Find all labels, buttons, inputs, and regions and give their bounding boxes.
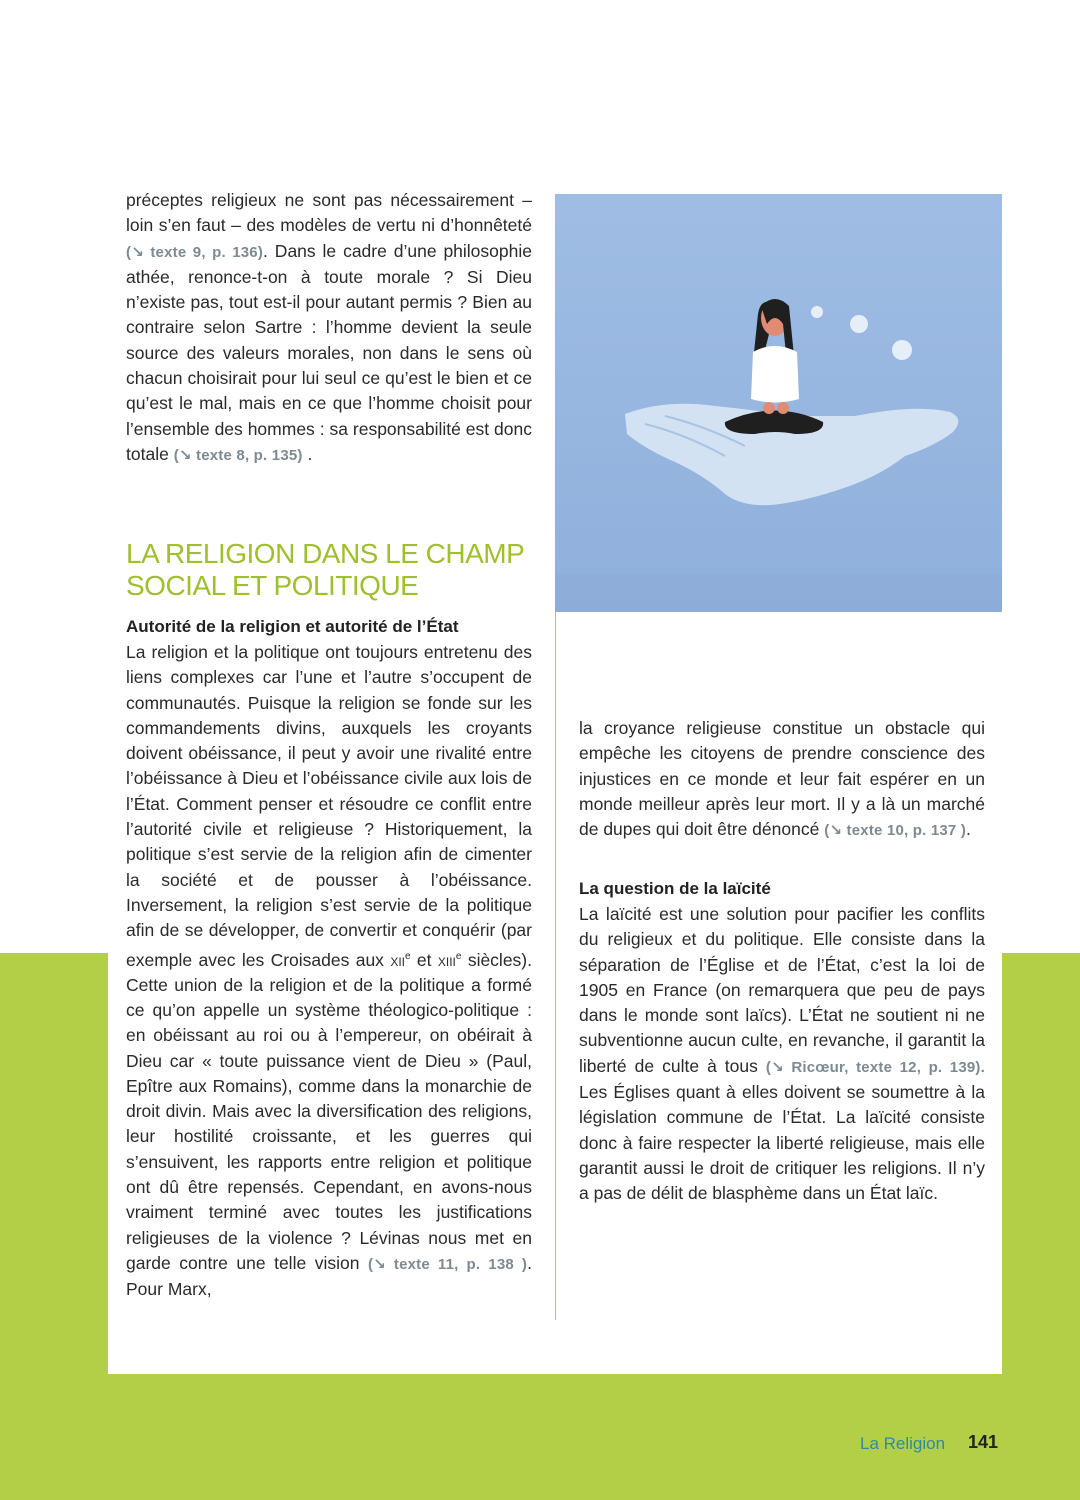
- section-title: LA RELIGION DANS LE CHAMP SOCIAL ET POLITIQUE: [126, 538, 525, 601]
- subheading-laicite: La question de la laïcité: [579, 879, 771, 898]
- page-number: 141: [968, 1432, 999, 1452]
- cross-reference-link[interactable]: (↘ texte 11, p. 138 ): [367, 1255, 528, 1273]
- laicite-paragraph: La laïcité est une solution pour pacifier les conflits du religieux et du politique. Elle consiste dans la séparation de l’Église et de l’État, c’est la loi de 1905 en France (on remarquera que peu de pays dans le monde sont laïcs). L’État ne soutient ni ne subventionne aucun culte, en revanche, il garantit la liberté de culte à tous (↘ Ricœur, texte 12, p. 139). Les Églises quant à elles doivent se soumettre à la législation commune de l’État. La laïcité consiste donc à faire respecter la liberté religieuse, mais elle garantit aussi le droit de critiquer les religions. Il n’y a pas de délit de blasphème dans un État laïc.: [579, 904, 985, 1204]
- intro-paragraph: préceptes religieux ne sont pas nécessairement – loin s’en faut – des modèles de vertu ni d’honnêteté (↘ texte 9, p. 136). Dans le cadre d’une philosophie athée, renonce-t-on à toute morale ? Si Dieu n’existe pas, tout est-il pour autant permis ? Bien au contraire selon Sartre : l’homme devient la seule source des valeurs morales, non dans le sens où chacun choisirait pour lui seul ce qu’est le bien et ce qu’est le mal, mais en ce que l’homme choisit pour l’ensemble des hommes : sa responsabilité est donc totale (↘ texte 8, p. 135) .: [126, 190, 532, 464]
- left-column-body: La religion et la politique ont toujours entretenu des liens complexes car l’une et l’autre s’occupent de communautés. Puisque la religion se fonde sur les commandements divins, auxquels les croyants doivent obéissance, il peut y avoir une rivalité entre l’obéissance à Dieu et l’obéissance civile aux lois de l’État. Comment penser et résoudre ce conflit entre l’autorité civile et religieuse ? Historiquement, la politique s’est servie de la religion afin de cimenter la société et de pousser à l’obéissance. Inversement, la religion s’est servie de la politique afin de se développer, de convertir et conquérir (par exemple avec les Croisades aux xii$^e$ et xiii$^e$ siècles). Cette union de la religion et de la politique a formé ce qu’on appelle un système théologico-politique : en obéissant au roi ou à l’empereur, on obéirait à Dieu car « toute puissance vient de Dieu » (Paul, Epître aux Romains), comme dans la monarchie de droit divin. Mais avec la diversification des religions, leur hostilité croissante, et les guerres qui s’ensuivent, les rapports entre religion et politique ont dû être repensés. Cependant, en avons-nous vraiment terminé avec toutes les justifications religieuses de la violence ? Lévinas nous met en garde contre une telle vision (↘ texte 11, p. 138 ). Pour Marx,: [126, 642, 532, 1300]
- cross-reference-link[interactable]: (↘ texte 8, p. 135): [173, 446, 303, 464]
- column-divider: [555, 612, 556, 1320]
- cross-reference-link[interactable]: (↘ texte 10, p. 137 ): [824, 822, 967, 840]
- right-column-body: la croyance religieuse constitue un obstacle qui empêche les citoyens de prendre conscience des injustices en ce monde et leur fait espérer en un monde meilleur après leur mort. Il y a là un marché de dupes qui doit être dénoncé (↘ texte 10, p. 137 ).: [579, 718, 985, 840]
- meditating-woman-on-hand-image: [555, 194, 1002, 612]
- footer-section-label: La Religion: [860, 1434, 946, 1453]
- cross-reference-link[interactable]: (↘ Ricœur, texte 12, p. 139).: [765, 1058, 985, 1076]
- subheading-authority: Autorité de la religion et autorité de l’État: [126, 617, 459, 636]
- cross-reference-link[interactable]: (↘ texte 9, p. 136): [126, 243, 264, 261]
- meditation-illustration: [555, 194, 1002, 612]
